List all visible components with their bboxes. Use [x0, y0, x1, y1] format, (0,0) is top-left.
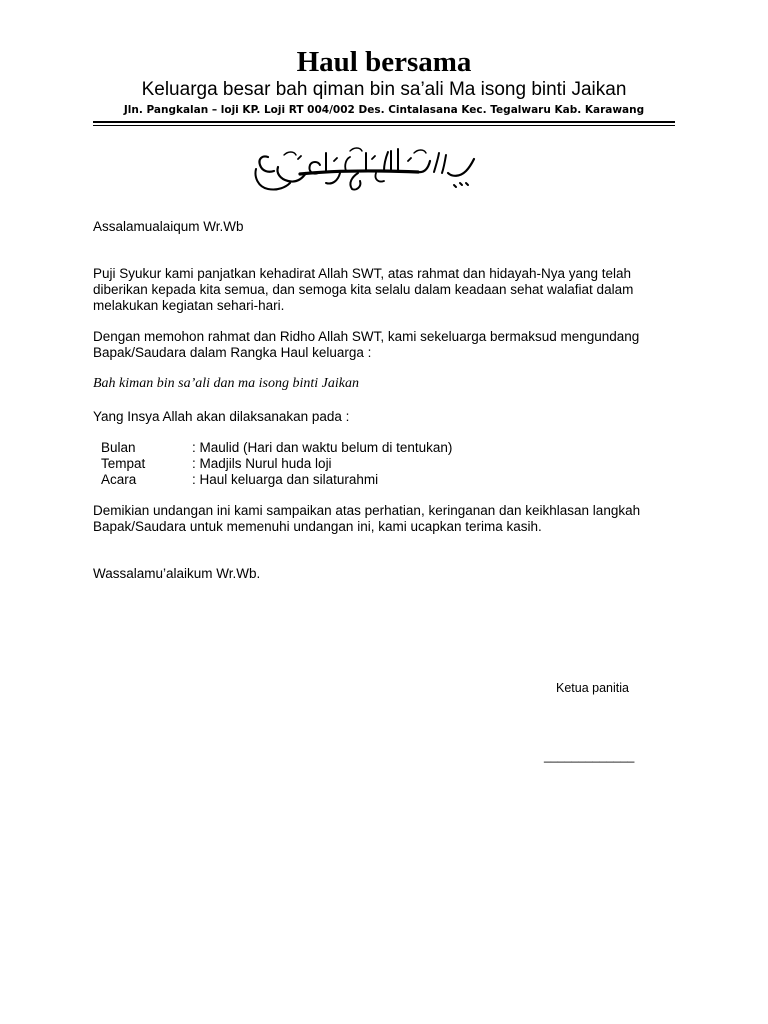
- opening-paragraph: [93, 266, 683, 314]
- letter-address: Jln. Pangkalan – loji KP. Loji RT 004/002 Des. Cintalasana Kec. Tegalwaru Kab. Karawang: [123, 104, 645, 116]
- closing-line-1: Demikian undangan ini kami sampaikan atas perhatian, keringanan dan keikhlasan langkah: [93, 503, 641, 518]
- detail-value: : Haul keluarga dan silaturahmi: [192, 472, 379, 487]
- detail-label: Acara: [101, 472, 137, 487]
- basmala-calligraphy-icon: [248, 143, 480, 199]
- detail-value: : Madjils Nurul huda loji: [192, 456, 332, 471]
- invitation-line-2: Bapak/Saudara dalam Rangka Haul keluarga :: [93, 345, 372, 360]
- opening-line-3: melakukan kegiatan sehari-hari.: [93, 298, 285, 313]
- closing-line-2: Bapak/Saudara untuk memenuhi undangan ini, kami ucapkan terima kasih.: [93, 519, 542, 534]
- honoree-names: Bah kiman bin sa’ali dan ma isong binti Jaikan: [93, 376, 359, 391]
- header-divider-thick: [93, 121, 675, 123]
- detail-value: : Maulid (Hari dan waktu belum di tentukan): [192, 440, 453, 455]
- header-divider-thin: [93, 125, 675, 126]
- letter-title: Haul bersama: [296, 46, 472, 78]
- invitation-line-1: Dengan memohon rahmat dan Ridho Allah SWT, kami sekeluarga bermaksud mengundang: [93, 329, 640, 344]
- letter-subtitle: Keluarga besar bah qiman bin sa’ali Ma isong binti Jaikan: [141, 79, 627, 100]
- opening-line-1: Puji Syukur kami panjatkan kehadirat Allah SWT, atas rahmat dan hidayah-Nya yang telah: [93, 266, 632, 281]
- detail-label: Bulan: [101, 440, 136, 455]
- opening-line-2: diberikan kepada kita semua, dan semoga kita selalu dalam keadaan sehat walafiat dalam: [93, 282, 634, 297]
- signature-line: _____________: [544, 749, 635, 763]
- farewell: Wassalamu’alaikum Wr.Wb.: [93, 566, 261, 581]
- closing-paragraph: [93, 503, 683, 535]
- signature-title: Ketua panitia: [556, 681, 629, 695]
- invitation-paragraph: [93, 329, 683, 361]
- greeting: Assalamualaiqum Wr.Wb: [93, 219, 244, 234]
- detail-label: Tempat: [101, 456, 146, 471]
- schedule-intro: Yang Insya Allah akan dilaksanakan pada :: [93, 409, 350, 424]
